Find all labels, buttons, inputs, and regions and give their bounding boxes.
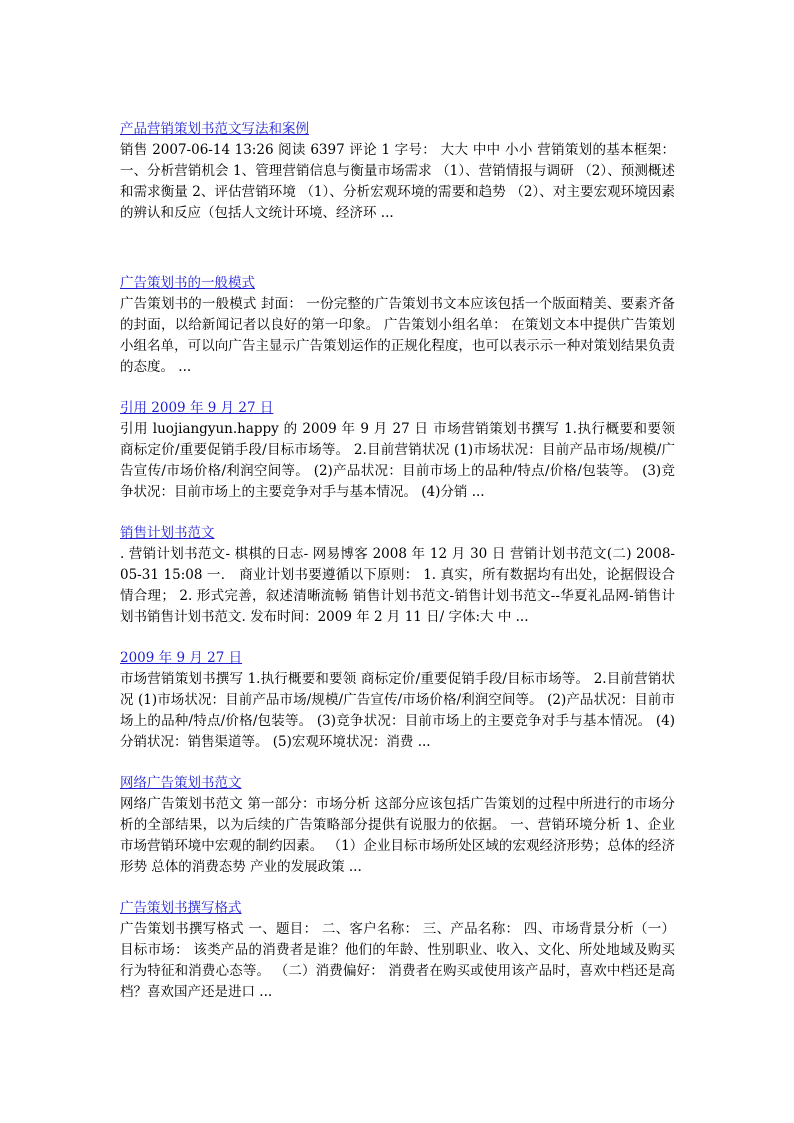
entry-gap [120, 378, 675, 397]
result-snippet: 网络广告策划书范文 第一部分：市场分析 这部分应该包括广告策划的过程中所进行的市场分析的全部结果，以为后续的广告策略部分提供有说服力的依据。 一、营销环境分析 1、企业市场营销环境中宏观的制约因素。 （1）企业目标市场所处区域的宏观经济形势；总体的经济形势 总体的消费态势 产业的发展政策 ... [120, 796, 675, 875]
result-title-link[interactable]: 网络广告策划书范文 [120, 775, 242, 791]
result-title-link[interactable]: 引用 2009 年 9 月 27 日 [120, 400, 274, 416]
result-title-link[interactable]: 广告策划书撰写格式 [120, 900, 242, 916]
result-snippet: 销售 2007-06-14 13:26 阅读 6397 评论 1 字号： 大大 中中 小小 营销策划的基本框架：一、分析营销机会 1、管理营销信息与衡量市场需求 （1）、营销情报与调研 （2）、预测概述和需求衡量 2、评估营销环境 （1）、分析宏观环境的需要和趋势 （2）、对主要宏观环境因素的辨认和反应（包括人文统计环境、经济环 ... [120, 142, 675, 221]
result-entry [120, 897, 675, 1003]
search-results-list [120, 118, 675, 1003]
entry-gap [120, 628, 675, 647]
result-title-link[interactable]: 销售计划书范文 [120, 525, 215, 541]
result-entry [120, 647, 675, 753]
result-entry [120, 772, 675, 878]
result-entry [120, 522, 675, 628]
result-title-link[interactable]: 产品营销策划书范文写法和案例 [120, 121, 309, 137]
entry-gap [120, 503, 675, 522]
entry-gap [120, 224, 675, 272]
result-title-link[interactable]: 2009 年 9 月 27 日 [120, 650, 243, 666]
result-entry [120, 118, 675, 224]
result-snippet: . 营销计划书范文- 棋棋的日志- 网易博客 2008 年 12 月 30 日 营销计划书范文(二) 2008-05-31 15:08 一． 商业计划书要遵循以下原则： 1. 真实，所有数据均有出处，论据假设合情合理； 2. 形式完善，叙述清晰流畅 销售计划书范文-销售计划书范文--华夏礼品网-销售计划书销售计划书范文. 发布时间：2009 年 2 月 11 日/ 字体:大 中 ... [120, 546, 675, 625]
entry-gap [120, 753, 675, 772]
result-snippet: 广告策划书的一般模式 封面： 一份完整的广告策划书文本应该包括一个版面精美、要素齐备的封面，以给新闻记者以良好的第一印象。 广告策划小组名单： 在策划文本中提供广告策划小组名单，可以向广告主显示广告策划运作的正规化程度，也可以表示示一种对策划结果负责的态度。 ... [120, 296, 675, 375]
result-snippet: 引用 luojiangyun.happy 的 2009 年 9 月 27 日 市场营销策划书撰写 1.执行概要和要领 商标定价/重要促销手段/目标市场等。 2.目前营销状况 (1)市场状况：目前产品市场/规模/广告宣传/市场价格/利润空间等。 (2)产品状况：目前市场上的品种/特点/价格/包装等。 (3)竞争状况：目前市场上的主要竞争对手与基本情况。 (4)分销 ... [120, 421, 675, 500]
result-title-link[interactable]: 广告策划书的一般模式 [120, 275, 255, 291]
result-entry [120, 397, 675, 503]
result-entry [120, 272, 675, 378]
result-snippet: 市场营销策划书撰写 1.执行概要和要领 商标定价/重要促销手段/目标市场等。 2.目前营销状况 (1)市场状况：目前产品市场/规模/广告宣传/市场价格/利润空间等。 (2)产品状况：目前市场上的品种/特点/价格/包装等。 (3)竞争状况：目前市场上的主要竞争对手与基本情况。 (4)分销状况：销售渠道等。 (5)宏观环境状况：消费 ... [120, 671, 675, 750]
result-snippet: 广告策划书撰写格式 一、题目： 二、客户名称： 三、产品名称： 四、市场背景分析（一）目标市场： 该类产品的消费者是谁？他们的年龄、性别职业、收入、文化、所处地域及购买行为特征和消费心态等。 （二）消费偏好： 消费者在购买或使用该产品时，喜欢中档还是高档？喜欢国产还是进口 ... [120, 921, 675, 1000]
entry-gap [120, 878, 675, 897]
